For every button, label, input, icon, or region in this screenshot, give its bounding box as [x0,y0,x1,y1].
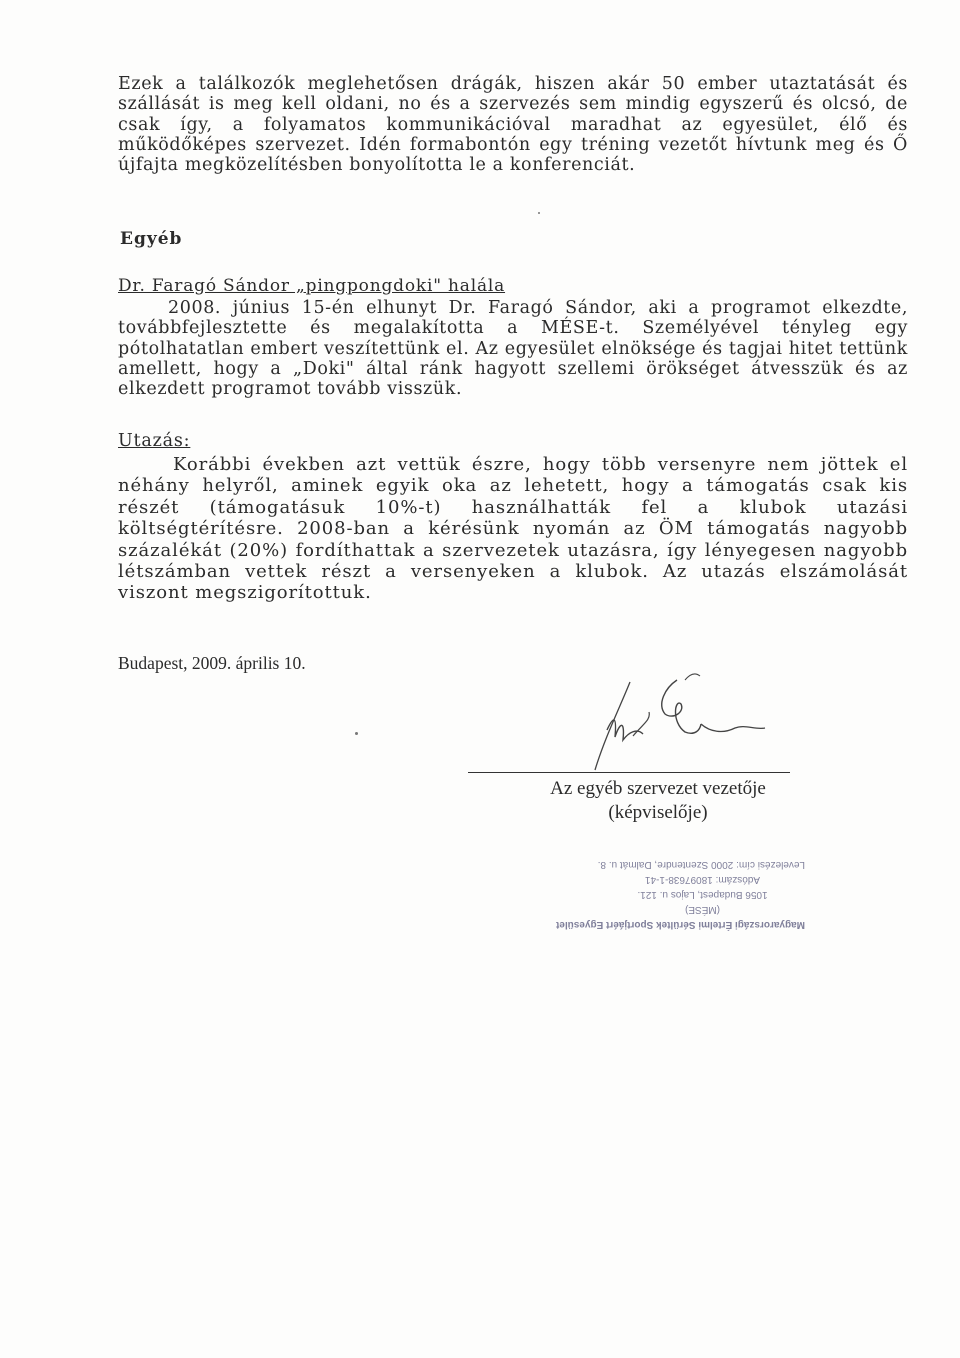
stamp-line-5: Levelezési cím: 2000 Szentendre, Dalmát u. 8. [597,859,805,870]
signatory-title [528,777,788,825]
stamp-line-3: 1056 Budapest, Lajos u. 121. [637,889,768,900]
stamp-line-1: Magyarországi Értelmi Sérültek Sportjáért Egyesület [556,919,805,930]
organization-stamp [556,852,805,932]
utazas-paragraph: Korábbi években azt vettük észre, hogy több versenyre nem jöttek el néhány helyről, aminek egyik oka az lehetett, hogy a támogatás csak kis részét (támogatásuk 10%-t) használhatták fel a klubok utazási költségtérítésre. 2008-ban a kérésünk nyomán az ÖM támogatás nagyobb százalékát (20%) fordíthattak a szervezetek utazásra, így lényegesen nagyobb létszámban vettek részt a versenyeken a klubok. Az utazás elszámolását viszont megszigorítottuk. [118,454,908,604]
utazas-title: Utazás: [118,431,191,451]
handwritten-signature [525,662,795,777]
scan-speck [538,212,540,214]
dateline: Budapest, 2009. április 10. [118,653,306,673]
stamp-line-4: Adószám: 18097638-1-41 [644,874,761,885]
scan-speck [355,732,358,735]
section-heading: Egyéb [120,229,183,249]
signature-line [468,772,790,773]
signatory-line-2: (képviselője) [608,802,708,823]
signatory-line-1: Az egyéb szervezet vezetője [550,778,766,799]
doki-title: Dr. Faragó Sándor „pingpongdoki" halála [118,276,506,296]
intro-paragraph: Ezek a találkozók meglehetősen drágák, hiszen akár 50 ember utaztatását és szállását is meg kell oldani, no és a szervezés sem mindig egyszerű és olcsó, de csak így, a folyamatos kommunikációval maradhat az egyesület, élő és működőképes szervezet. Idén formabontón egy tréning vezetőt hívtunk meg és Ő újfajta megközelítésben bonyolította le a konferenciát. [118,74,908,176]
stamp-line-2: (MÉSE) [685,904,720,915]
doki-paragraph: 2008. június 15-én elhunyt Dr. Faragó Sándor, aki a programot elkezdte, továbbfejlesztette és megalakította a MÉSE-t. Személyével tényleg egy pótolhatatlan embert veszítettünk el. Az egyesület elnöksége és tagjai hitet tettünk amellett, hogy a „Doki" által ránk hagyott szellemi örökséget átvesszük és az elkezdett programot tovább visszük. [118,298,909,400]
